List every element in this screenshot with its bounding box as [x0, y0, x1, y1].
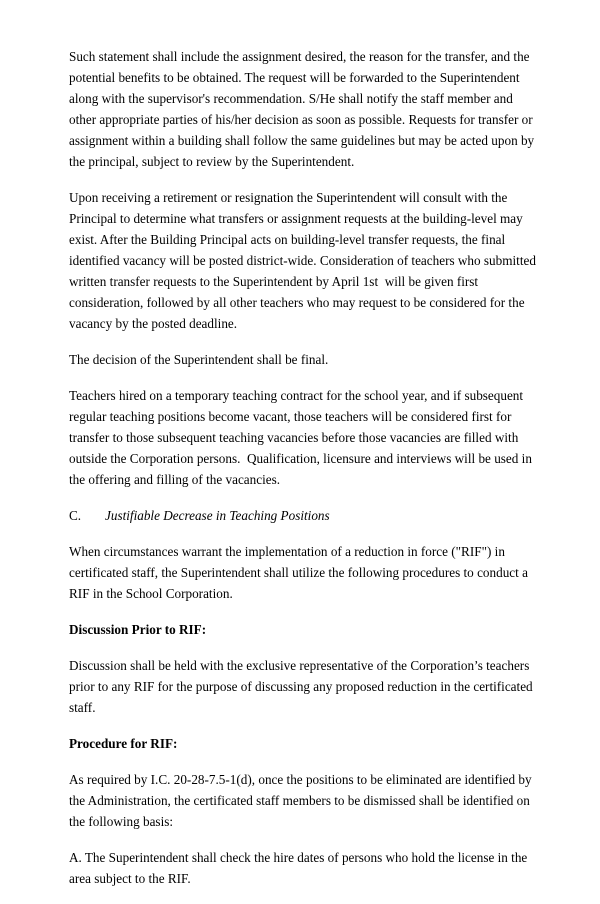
heading-procedure-for-rif: Procedure for RIF: [69, 736, 178, 751]
paragraph-retirement-resignation: Upon receiving a retirement or resignation the Superintendent will consult with the Principal to determine what transfers or assignment requests at the building-level may exist. After the Building Principal acts on building-level transfer requests, the final identified vacancy will be posted district-wide. Consideration of teachers who submitted written transfer requests to the Superintendent by April 1st will be given first consideration, followed by all other teachers who may request to be considered for the vacancy by the posted deadline. [69, 190, 540, 331]
paragraph-item-a-hire-dates: A. The Superintendent shall check the hire dates of persons who hold the license in the area subject to the RIF. [69, 850, 531, 886]
paragraph-decision-final: The decision of the Superintendent shall be final. [69, 352, 329, 367]
section-letter: C. [69, 508, 82, 523]
paragraph-discussion-exclusive-representative: Discussion shall be held with the exclusive representative of the Corporation’s teachers prior to any RIF for the purpose of discussing any proposed reduction in the certificated staff. [69, 658, 536, 715]
paragraph-temporary-contract: Teachers hired on a temporary teaching contract for the school year, and if subsequent regular teaching positions become vacant, those teachers will be considered first for transfer to those subsequent teaching vacancies before those vacancies are filled with outside the Corporation persons. Qualification, licensure and interviews will be used in the offering and filling of the vacancies. [69, 388, 536, 487]
paragraph-transfer-statement: Such statement shall include the assignment desired, the reason for the transfer, and the potential benefits to be obtained. The request will be forwarded to the Superintendent along with the supervisor's recommendation. S/He shall notify the staff member and other appropriate parties of his/her decision as soon as possible. Requests for transfer or assignment within a building shall follow the same guidelines but may be acted upon by the principal, subject to review by the Superintendent. [69, 49, 538, 169]
section-heading-c [69, 505, 536, 526]
paragraph-rif-circumstances: When circumstances warrant the implementation of a reduction in force ("RIF") in certificated staff, the Superintendent shall utilize the following procedures to conduct a RIF in the School Corporation. [69, 544, 532, 601]
paragraph-ic-citation: As required by I.C. 20-28-7.5-1(d), once the positions to be eliminated are identified by the Administration, the certificated staff members to be dismissed shall be identified on the following basis: [69, 772, 535, 829]
section-title: Justifiable Decrease in Teaching Positions [105, 508, 330, 523]
heading-discussion-prior-to-rif: Discussion Prior to RIF: [69, 622, 207, 637]
document-text-column [69, 46, 540, 904]
